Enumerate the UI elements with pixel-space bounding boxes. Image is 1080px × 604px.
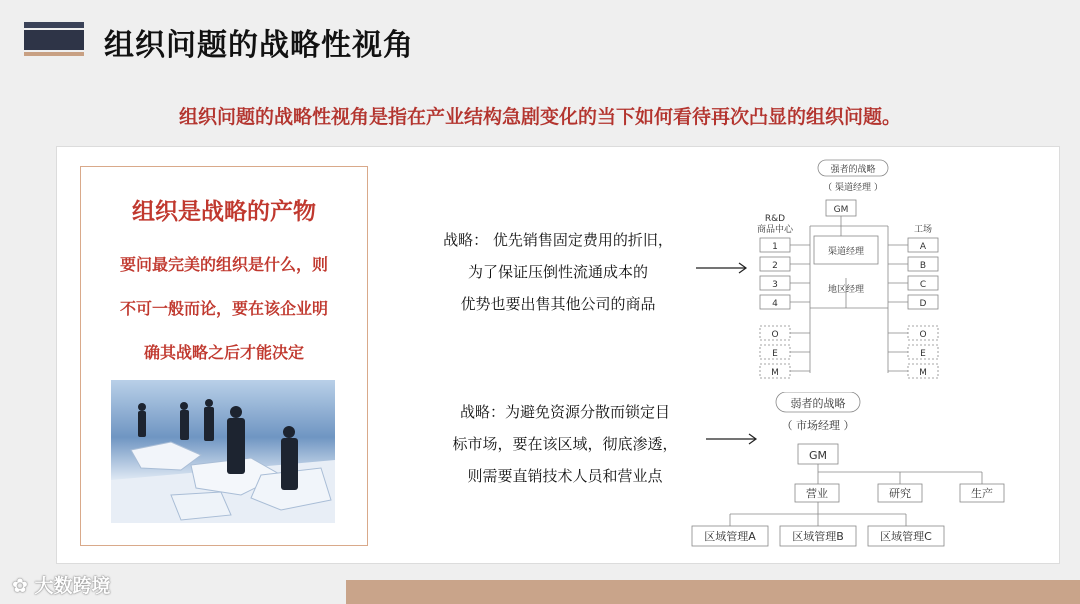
org-factory-item: A (919, 242, 927, 252)
org-rd-item: 2 (772, 261, 778, 271)
businessmen-photo (111, 380, 335, 523)
org-factory-item: B (919, 261, 927, 271)
org-gm: GM (808, 449, 828, 462)
org-dept: 生产 (971, 487, 993, 500)
strategy-line: 标市场，要在该区域，彻底渗透， (452, 435, 678, 453)
logo-icon: ✿ (12, 575, 35, 597)
logo-text: 大数跨境 (34, 575, 111, 597)
org-region: 地区经理 (827, 285, 865, 295)
strategy-line: 为了保证压倒性流通成本的 (467, 263, 648, 281)
strong-org-chart (748, 158, 958, 384)
org-title: 弱者的战略 (790, 397, 846, 410)
org-factory-item: D (919, 299, 927, 309)
org-center: 渠道经理 (827, 247, 865, 257)
org-rd-item: 1 (772, 242, 778, 252)
strategy-line: 战略：为避免资源分散而锁定目 (459, 403, 670, 421)
org-extra-item: O (919, 330, 927, 340)
subtitle: 组织问题的战略性视角是指在产业结构急剧变化的当下如何看待再次凸显的组织问题。 (178, 106, 901, 128)
strategy-line: 则需要直销技术人员和营业点 (467, 467, 663, 485)
org-extra-item: E (772, 349, 778, 359)
strategy-line: 优势也要出售其他公司的商品 (460, 295, 656, 313)
org-dept: 研究 (889, 487, 911, 500)
org-factory-item: C (919, 280, 927, 290)
org-subtitle: （ 市场经理 ） (781, 419, 855, 432)
callout-line: 要问最完美的组织是什么，则 (119, 255, 328, 274)
org-dept: 营业 (806, 487, 828, 500)
org-region: 区域管理C (880, 530, 932, 543)
strategy-line: 战略： 优先销售固定费用的折旧， (443, 231, 673, 249)
org-gm: GM (833, 205, 849, 215)
org-region: 区域管理A (704, 530, 756, 543)
org-factory-label: 工场 (913, 225, 933, 235)
org-rd-item: 4 (772, 299, 778, 309)
strong-strategy-text (408, 224, 708, 320)
org-title: 强者的战略 (830, 165, 876, 175)
weak-org-chart (690, 392, 1010, 552)
arrow-icon (696, 262, 750, 274)
org-rd-item: 3 (772, 280, 778, 290)
org-region: 区域管理B (792, 530, 844, 543)
callout-body (89, 243, 359, 375)
org-rd-label: R&D (764, 214, 786, 224)
callout-line: 确其战略之后才能决定 (143, 343, 304, 362)
callout-heading: 组织是战略的产物 (132, 199, 316, 225)
org-extra-item: O (771, 330, 779, 340)
org-extra-item: M (919, 368, 927, 378)
weak-strategy-text (420, 396, 710, 492)
watermark-logo (12, 571, 111, 598)
org-subtitle: （ 渠道经理 ） (823, 183, 883, 193)
org-extra-item: M (771, 368, 779, 378)
title-decoration (24, 22, 84, 58)
org-rd-label: 商品中心 (756, 225, 794, 235)
org-extra-item: E (920, 349, 926, 359)
bottom-decoration (346, 580, 1080, 604)
callout-line: 不可一般而论，要在该企业明 (119, 299, 328, 318)
page-title: 组织问题的战略性视角 (104, 28, 414, 63)
